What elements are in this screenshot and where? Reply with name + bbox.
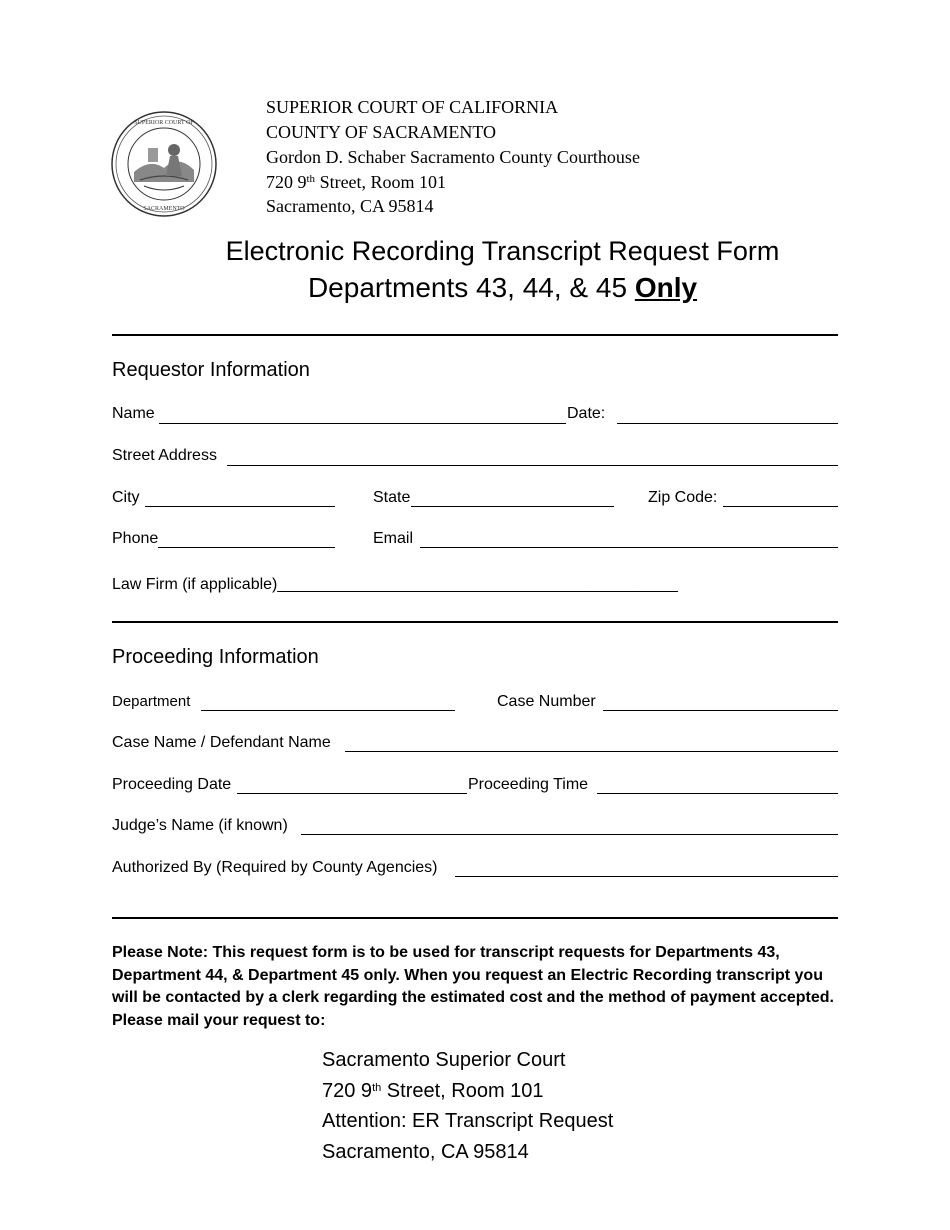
case-number-label: Case Number bbox=[497, 693, 596, 710]
name-label: Name bbox=[112, 405, 155, 422]
court-name: SUPERIOR COURT OF CALIFORNIA bbox=[266, 97, 559, 117]
street-address-field[interactable] bbox=[227, 465, 838, 466]
judge-name-label: Judge’s Name (if known) bbox=[112, 817, 288, 834]
law-firm-field[interactable]: Law Firm (if applicable)_____________________________________________ bbox=[112, 576, 678, 593]
zip-code-field[interactable] bbox=[723, 506, 838, 507]
please-note: Please Note: This request form is to be used for transcript requests for Departments 43, Department 44, & Department 45 only. When you request an Electric Recording transcript you will be contacted by a clerk regarding the estimated cost and the method of payment accepted. Please mail your request to: bbox=[112, 944, 834, 1029]
name-field[interactable] bbox=[159, 423, 566, 424]
city-field[interactable] bbox=[145, 506, 335, 507]
judge-name-field[interactable] bbox=[301, 834, 838, 835]
divider bbox=[112, 917, 838, 919]
divider bbox=[112, 621, 838, 623]
proceeding-time-field[interactable] bbox=[597, 793, 838, 794]
state-field[interactable] bbox=[411, 506, 614, 507]
state-label: State bbox=[373, 489, 411, 506]
courthouse-city: Sacramento, CA 95814 bbox=[266, 196, 434, 216]
case-number-field[interactable] bbox=[603, 710, 838, 711]
authorized-by-label: Authorized By (Required by County Agencies) bbox=[112, 859, 438, 876]
proceeding-date-field[interactable] bbox=[237, 793, 467, 794]
email-label: Email bbox=[373, 530, 414, 547]
date-field[interactable] bbox=[617, 423, 838, 424]
authorized-by-field[interactable] bbox=[455, 876, 838, 877]
form-title: Electronic Recording Transcript Request Form bbox=[225, 236, 780, 266]
county-name: COUNTY OF SACRAMENTO bbox=[266, 122, 497, 142]
divider bbox=[112, 334, 838, 336]
proceeding-date-label: Proceeding Date bbox=[112, 776, 232, 793]
street-address-label: Street Address bbox=[112, 447, 217, 464]
mail-line-3: Attention: ER Transcript Request bbox=[322, 1110, 614, 1132]
department-label: Department bbox=[112, 693, 191, 710]
case-name-field[interactable] bbox=[345, 751, 838, 752]
svg-text:SACRAMENTO: SACRAMENTO bbox=[143, 206, 185, 212]
phone-label: Phone bbox=[112, 530, 159, 547]
city-label: City bbox=[112, 489, 140, 506]
svg-text:SUPERIOR COURT OF: SUPERIOR COURT OF bbox=[134, 120, 194, 126]
phone-field[interactable] bbox=[158, 547, 335, 548]
requestor-heading: Requestor Information bbox=[112, 359, 310, 381]
date-label: Date: bbox=[567, 405, 606, 422]
court-seal-icon bbox=[110, 110, 218, 218]
mail-line-2: 720 9th Street, Room 101 bbox=[322, 1079, 544, 1102]
zip-code-label: Zip Code: bbox=[648, 489, 718, 506]
mailing-address bbox=[322, 1045, 613, 1167]
email-field[interactable] bbox=[420, 547, 838, 548]
proceeding-heading: Proceeding Information bbox=[112, 646, 319, 668]
courthouse-name: Gordon D. Schaber Sacramento County Courthouse bbox=[266, 147, 640, 167]
proceeding-time-label: Proceeding Time bbox=[468, 776, 589, 793]
mail-line-4: Sacramento, CA 95814 bbox=[322, 1140, 529, 1163]
form-subtitle: Departments 43, 44, & 45 Only bbox=[307, 272, 698, 303]
mail-line-1: Sacramento Superior Court bbox=[322, 1049, 566, 1071]
department-field[interactable] bbox=[201, 710, 455, 711]
case-name-label: Case Name / Defendant Name bbox=[112, 734, 331, 751]
courthouse-street: 720 9th Street, Room 101 bbox=[266, 172, 447, 192]
